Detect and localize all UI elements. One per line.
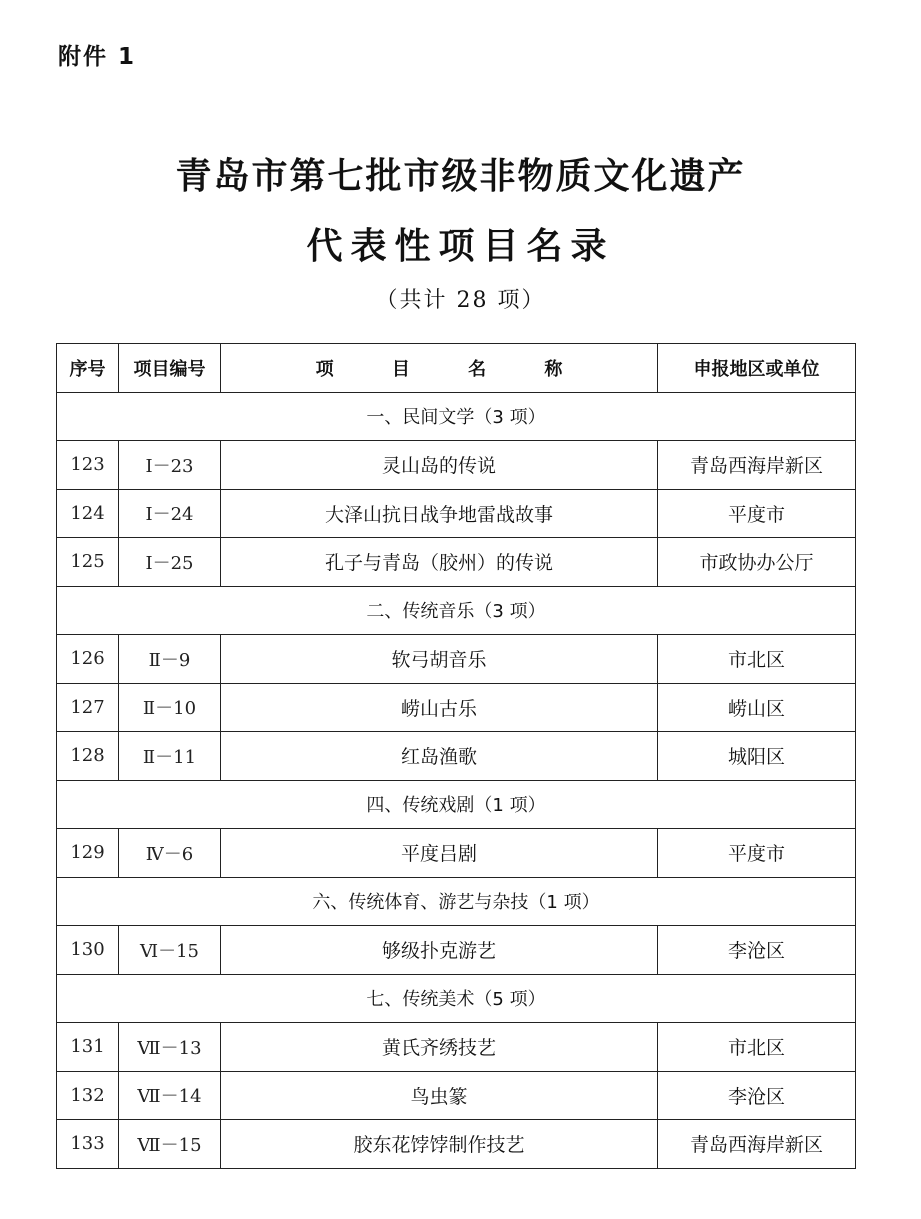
cell-code: Ⅰ－25 xyxy=(119,538,221,587)
cell-code: Ⅶ－14 xyxy=(119,1071,221,1120)
header-seq: 序号 xyxy=(57,344,119,393)
category-row xyxy=(57,586,856,635)
cell-name: 红岛渔歌 xyxy=(221,732,658,781)
cell-seq: 126 xyxy=(57,635,119,684)
category-row xyxy=(57,974,856,1023)
cell-code: Ⅰ－24 xyxy=(119,489,221,538)
category-row xyxy=(57,780,856,829)
cell-code: Ⅳ－6 xyxy=(119,829,221,878)
cell-name: 崂山古乐 xyxy=(221,683,658,732)
cell-name: 胶东花饽饽制作技艺 xyxy=(221,1120,658,1169)
header-code: 项目编号 xyxy=(119,344,221,393)
cell-name: 黄氏齐绣技艺 xyxy=(221,1023,658,1072)
table-row xyxy=(57,1120,856,1169)
cell-code: Ⅱ－9 xyxy=(119,635,221,684)
category-title: 二、传统音乐（3 项） xyxy=(57,586,856,635)
cell-code: Ⅶ－15 xyxy=(119,1120,221,1169)
table-row xyxy=(57,829,856,878)
cell-code: Ⅶ－13 xyxy=(119,1023,221,1072)
table-row xyxy=(57,1071,856,1120)
category-row xyxy=(57,392,856,441)
cell-region: 平度市 xyxy=(658,829,856,878)
attachment-label: 附件 1 xyxy=(58,44,137,70)
cell-region: 市政协办公厅 xyxy=(658,538,856,587)
document-title-line2: 代表性项目名录 xyxy=(306,225,615,267)
table-header-row xyxy=(57,344,856,393)
category-title: 七、传统美术（5 项） xyxy=(57,974,856,1023)
table-body xyxy=(57,392,856,1168)
cell-name: 平度吕剧 xyxy=(221,829,658,878)
table-row xyxy=(57,441,856,490)
cell-name: 鸟虫篆 xyxy=(221,1071,658,1120)
cell-region: 城阳区 xyxy=(658,732,856,781)
cell-seq: 123 xyxy=(57,441,119,490)
category-title: 四、传统戏剧（1 项） xyxy=(57,780,856,829)
document-subtitle: （共计 28 项） xyxy=(375,288,546,313)
cell-region: 市北区 xyxy=(658,1023,856,1072)
cell-name: 够级扑克游艺 xyxy=(221,926,658,975)
cell-region: 李沧区 xyxy=(658,1071,856,1120)
cell-region: 青岛西海岸新区 xyxy=(658,1120,856,1169)
cell-code: Ⅵ－15 xyxy=(119,926,221,975)
cell-seq: 131 xyxy=(57,1023,119,1072)
cell-name: 软弓胡音乐 xyxy=(221,635,658,684)
category-title: 一、民间文学（3 项） xyxy=(57,392,856,441)
table-row xyxy=(57,926,856,975)
cell-name: 孔子与青岛（胶州）的传说 xyxy=(221,538,658,587)
document-title: 青岛市第七批市级非物质文化遗产 xyxy=(175,155,746,197)
header-region: 申报地区或单位 xyxy=(658,344,856,393)
cell-seq: 125 xyxy=(57,538,119,587)
cell-seq: 130 xyxy=(57,926,119,975)
table-row xyxy=(57,1023,856,1072)
cell-region: 平度市 xyxy=(658,489,856,538)
cell-name: 灵山岛的传说 xyxy=(221,441,658,490)
cell-seq: 133 xyxy=(57,1120,119,1169)
cell-code: Ⅱ－10 xyxy=(119,683,221,732)
category-title: 六、传统体育、游艺与杂技（1 项） xyxy=(57,877,856,926)
table-row xyxy=(57,489,856,538)
cell-code: Ⅱ－11 xyxy=(119,732,221,781)
table-row xyxy=(57,683,856,732)
cell-name: 大泽山抗日战争地雷战故事 xyxy=(221,489,658,538)
cell-seq: 129 xyxy=(57,829,119,878)
cell-seq: 128 xyxy=(57,732,119,781)
cell-code: Ⅰ－23 xyxy=(119,441,221,490)
cell-seq: 124 xyxy=(57,489,119,538)
cell-region: 青岛西海岸新区 xyxy=(658,441,856,490)
table-row xyxy=(57,538,856,587)
header-name: 项 目 名 称 xyxy=(221,344,658,393)
cell-seq: 127 xyxy=(57,683,119,732)
category-row xyxy=(57,877,856,926)
cell-region: 市北区 xyxy=(658,635,856,684)
cell-region: 李沧区 xyxy=(658,926,856,975)
cell-region: 崂山区 xyxy=(658,683,856,732)
cell-seq: 132 xyxy=(57,1071,119,1120)
table-row xyxy=(57,635,856,684)
table-row xyxy=(57,732,856,781)
project-table xyxy=(56,343,856,1169)
